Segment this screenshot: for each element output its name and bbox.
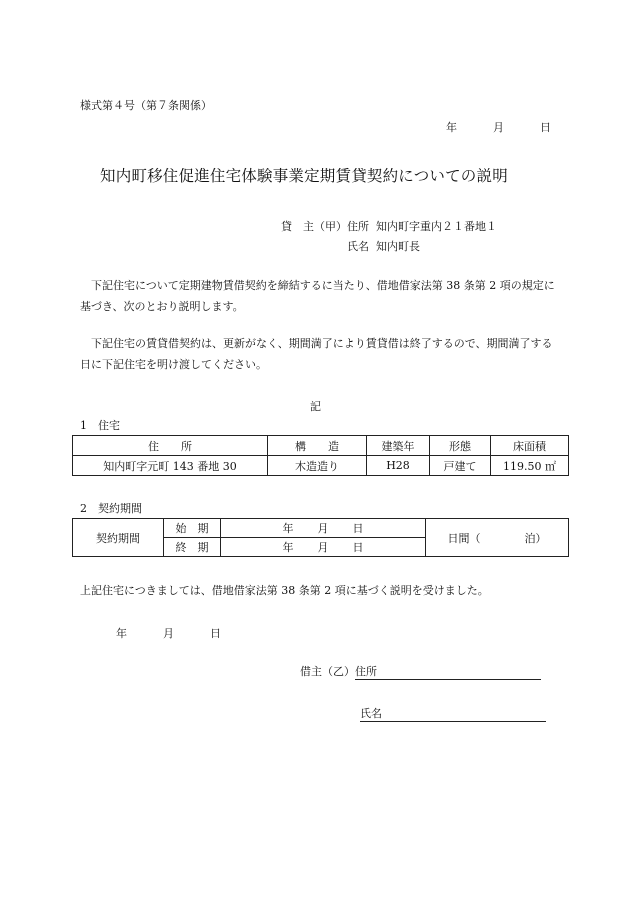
date-bottom-month: 月 xyxy=(163,627,174,640)
cell-built-year: H28 xyxy=(367,456,430,476)
ki-heading: 記 xyxy=(310,400,321,413)
form-number: 様式第４号（第７条関係） xyxy=(80,99,212,112)
days-nights: 日間（ 泊） xyxy=(426,519,569,557)
date-bottom-day: 日 xyxy=(210,627,221,640)
date-top-year: 年 xyxy=(446,121,457,134)
start-label: 始 期 xyxy=(164,519,221,538)
contract-period-label: 契約期間 xyxy=(73,519,164,557)
table-header-row xyxy=(73,436,569,456)
cell-address: 知内町字元町 143 番地 30 xyxy=(73,456,268,476)
lender-name-value: 知内町長 xyxy=(376,240,420,253)
section-housing-heading: 1 住宅 xyxy=(80,419,120,432)
end-date: 年 月 日 xyxy=(221,538,426,557)
borrower-address-field[interactable]: 住所 xyxy=(355,663,541,680)
cell-floor-area: 119.50 ㎡ xyxy=(491,456,569,476)
cell-type: 戸建て xyxy=(430,456,491,476)
confirmation-statement: 上記住宅につきましては、借地借家法第 38 条第 2 項に基づく説明を受けました。 xyxy=(80,584,489,597)
cell-structure: 木造造り xyxy=(268,456,367,476)
header-built-year: 建築年 xyxy=(367,436,430,456)
start-date: 年 月 日 xyxy=(221,519,426,538)
header-address: 住 所 xyxy=(73,436,268,456)
explanation-paragraph-2: 下記住宅の賃貸借契約は、更新がなく、期間満了により賃貸借は終了するので、期間満了する日に下記住宅を明け渡してください。 xyxy=(80,337,553,371)
date-bottom xyxy=(116,625,221,641)
lender-name-label: 氏名 xyxy=(347,240,369,253)
end-label: 終 期 xyxy=(164,538,221,557)
borrower-address xyxy=(300,663,541,680)
date-bottom-year: 年 xyxy=(116,627,127,640)
housing-table xyxy=(72,435,569,476)
borrower-name xyxy=(360,705,546,722)
borrower-name-field[interactable]: 氏名 xyxy=(360,705,546,722)
header-floor-area: 床面積 xyxy=(491,436,569,456)
date-top-month: 月 xyxy=(493,121,504,134)
date-top xyxy=(446,119,551,135)
lender-address-value: 知内町字重内２１番地１ xyxy=(376,220,497,233)
document-title: 知内町移住促進住宅体験事業定期賃貸契約についての説明 xyxy=(100,167,508,185)
contract-period-table xyxy=(72,518,569,557)
lender-address-label: 貸 主（甲）住所 xyxy=(281,220,369,233)
header-type: 形態 xyxy=(430,436,491,456)
date-top-day: 日 xyxy=(540,121,551,134)
table-row xyxy=(73,519,569,538)
borrower-address-label: 借主（乙） xyxy=(300,665,355,678)
section-period-heading: 2 契約期間 xyxy=(80,502,142,515)
table-row xyxy=(73,456,569,476)
header-structure: 構 造 xyxy=(268,436,367,456)
lender-block xyxy=(266,217,497,257)
explanation-paragraph-1: 下記住宅について定期建物賃借契約を締結するに当たり、借地借家法第 38 条第 2 項の規定に基づき、次のとおり説明します。 xyxy=(80,279,555,313)
